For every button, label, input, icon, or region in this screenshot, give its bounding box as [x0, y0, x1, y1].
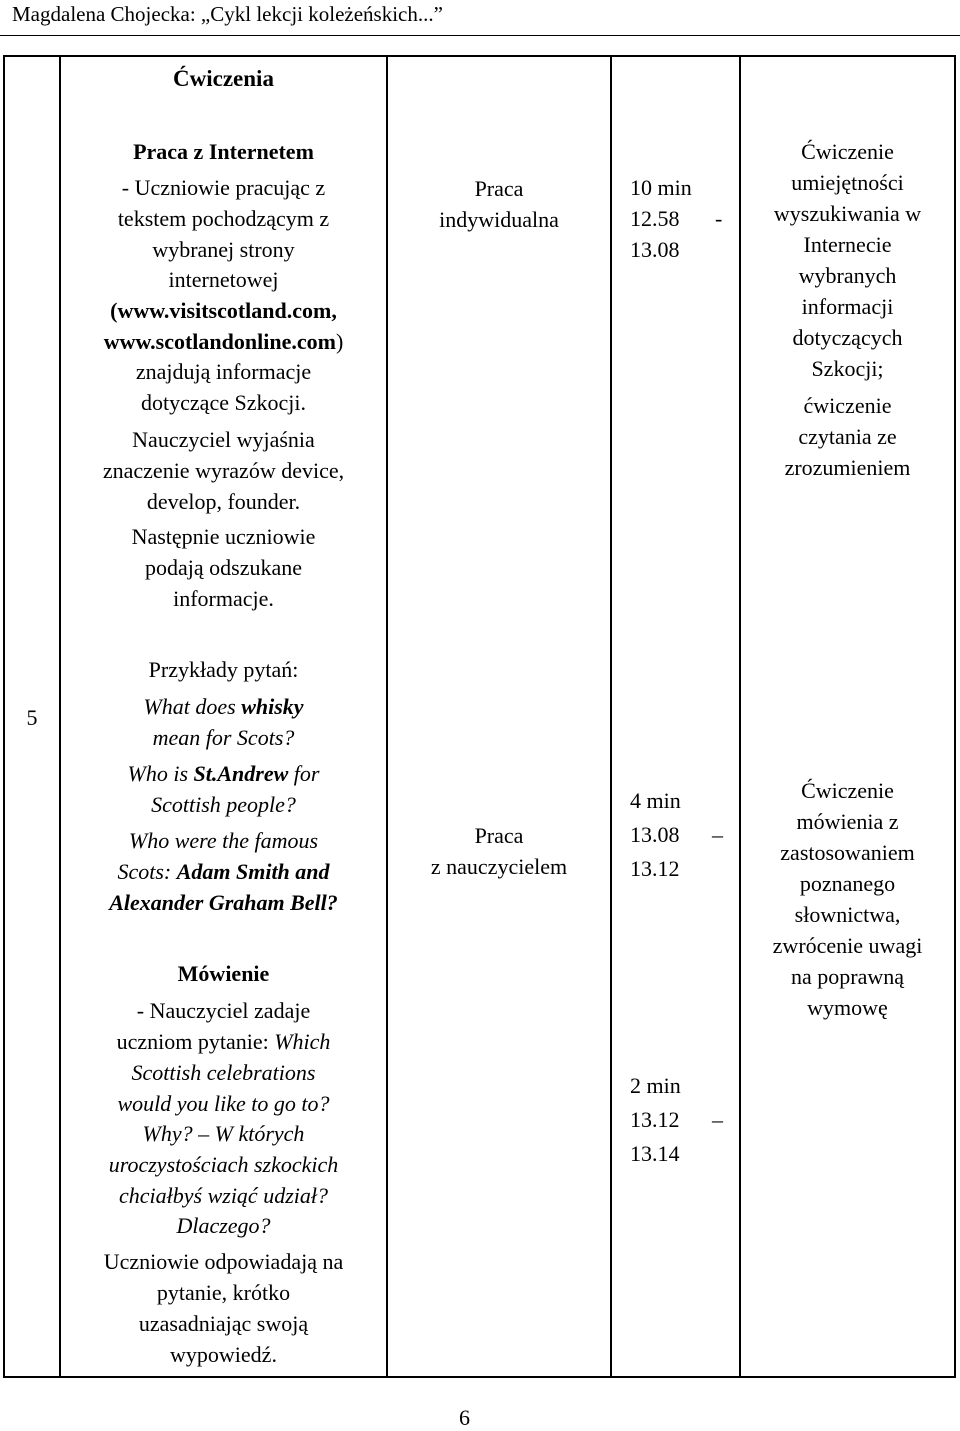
work-form-label [388, 820, 610, 882]
time-range-dash: - [715, 206, 723, 231]
goal-line: wymowę [807, 995, 888, 1020]
question-line: mean for Scots? [152, 725, 295, 750]
duration: 10 min [630, 175, 692, 200]
examples-heading: Przykłady pytań: [148, 657, 299, 682]
text-line: wybranej strony [152, 237, 295, 262]
internet-work-heading: Praca z Internetem [133, 139, 314, 164]
time-cell [630, 1069, 735, 1171]
goal-line: poznanego [799, 871, 896, 896]
text-line: develop, founder. [146, 489, 301, 514]
text-line: Dlaczego? [176, 1213, 271, 1238]
page-number: 6 [459, 1405, 470, 1430]
goal-line: mówienia z [796, 809, 899, 834]
goal-line: zwrócenie uwagi [772, 933, 923, 958]
goal-line: czytania ze [798, 424, 897, 449]
time-range-end: 13.08 [630, 237, 680, 262]
text-line: znaczenie wyrazów device, [102, 458, 345, 483]
question-line: Scottish people? [151, 792, 296, 817]
text-line: uczniom pytanie: Which [116, 1029, 331, 1054]
text-line: Why? – W których [142, 1121, 305, 1146]
goal-line: dotyczących [792, 325, 903, 350]
question-line: Who is St.Andrew for [127, 761, 320, 786]
time-cell [630, 784, 735, 886]
text-line: wypowiedź. [170, 1342, 277, 1367]
text-line: dotyczące Szkocji. [141, 390, 306, 415]
time-range-dash: – [712, 1107, 723, 1132]
table-right-border [954, 55, 956, 1378]
work-form-line: Praca [474, 176, 524, 201]
text-line: - Nauczyciel zadaje [136, 998, 311, 1023]
website-link: (www.visitscotland.com, [110, 298, 337, 323]
question-line: Scots: Adam Smith and [117, 859, 330, 884]
goal-line: zastosowaniem [780, 840, 915, 865]
duration: 2 min [630, 1073, 681, 1098]
exercises-heading: Ćwiczenia [173, 66, 274, 91]
table-bottom-border [3, 1376, 956, 1378]
goal-line: wyszukiwania w [773, 201, 922, 226]
text-line: pytanie, krótko [156, 1280, 291, 1305]
time-cell [630, 172, 735, 265]
goal-line: na poprawną [790, 964, 904, 989]
work-form-line: indywidualna [439, 207, 559, 232]
time-range-dash: – [712, 822, 723, 847]
goal-line: informacji [801, 294, 894, 319]
text-line: chciałbyś wziąć udział? [119, 1183, 328, 1208]
goal-line: umiejętności [791, 170, 904, 195]
text-line: would you like to go to? [117, 1091, 330, 1116]
page-header: Magdalena Chojecka: „Cykl lekcji koleżeńskich...” [12, 2, 443, 26]
work-form-line: z nauczycielem [430, 854, 568, 879]
text-line: internetowej [168, 267, 279, 292]
question-line: Alexander Graham Bell? [109, 890, 338, 915]
goal-line: ćwiczenie [803, 393, 892, 418]
goal-line: Ćwiczenie [801, 778, 894, 803]
question-line: Who were the famous [128, 828, 319, 853]
text-line: Scottish celebrations [131, 1060, 316, 1085]
goal-line: Ćwiczenie [801, 139, 894, 164]
text-line: podają odszukane [145, 555, 302, 580]
speaking-heading: Mówienie [177, 961, 270, 986]
text-line: znajdują informacje [135, 359, 312, 384]
text-line: tekstem pochodzącym z [117, 206, 330, 231]
text-line: Uczniowie odpowiadają na [103, 1249, 344, 1274]
time-range-start: 12.58 - [630, 203, 735, 234]
goal-line: Szkocji; [811, 356, 884, 381]
goal-line: zrozumieniem [784, 455, 911, 480]
time-range-end: 13.12 [630, 856, 680, 881]
time-range-start: 13.12 – [630, 1103, 735, 1137]
text-line [61, 326, 386, 357]
work-form-line: Praca [474, 823, 524, 848]
goal-line: słownictwa, [794, 902, 901, 927]
column-divider-3 [610, 55, 612, 1378]
text-line: - Uczniowie pracując z [121, 175, 326, 200]
website-link: www.scotlandonline.com [103, 329, 336, 354]
lesson-goal-speaking [741, 775, 954, 1023]
lesson-step-number: 5 [26, 705, 38, 730]
column-divider-2 [386, 55, 388, 1378]
time-range-start: 13.08 – [630, 818, 735, 852]
goal-line: Internecie [803, 232, 892, 257]
header-rule [0, 35, 960, 36]
work-form-label [388, 173, 610, 235]
table-top-border [3, 55, 956, 57]
duration: 4 min [630, 788, 681, 813]
time-range-end: 13.14 [630, 1141, 680, 1166]
goal-line: wybranych [798, 263, 897, 288]
text-line: informacje. [173, 586, 274, 611]
question-line: What does whisky [143, 694, 304, 719]
text-line: uzasadniając swoją [138, 1311, 309, 1336]
lesson-goal-reading [741, 136, 954, 483]
text-line: Nauczyciel wyjaśnia [132, 427, 315, 452]
text-line: uroczystościach szkockich [108, 1152, 339, 1177]
text-line: Następnie uczniowie [131, 524, 316, 549]
text-fragment: ) [335, 329, 344, 354]
